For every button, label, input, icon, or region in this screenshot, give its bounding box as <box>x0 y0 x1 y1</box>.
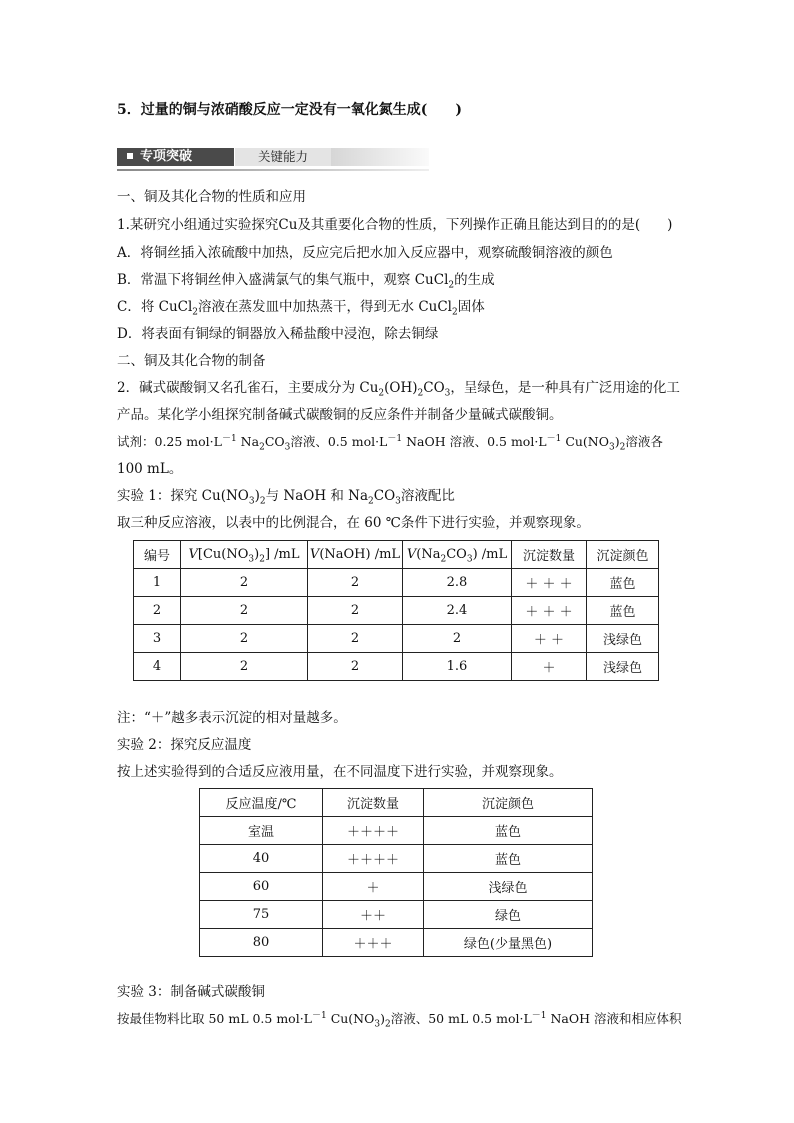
section-heading-1: 一、铜及其化合物的性质和应用 <box>117 189 306 205</box>
table-cell: 绿色(少量黑色) <box>424 929 593 957</box>
table-cell: 2 <box>181 569 308 597</box>
table-cell: 3 <box>134 625 181 653</box>
table-cell: ＋＋＋ <box>323 929 424 957</box>
table-row <box>200 901 593 929</box>
banner-main <box>117 148 234 166</box>
table-cell: 2 <box>403 625 512 653</box>
table-cell: 4 <box>134 653 181 681</box>
table-row <box>200 929 593 957</box>
table-cell: 2.8 <box>403 569 512 597</box>
col-header: $V(Na_2CO_3)$ /mL <box>403 541 512 569</box>
table-row <box>200 873 593 901</box>
table-cell: ＋ <box>323 873 424 901</box>
ratio-table <box>133 540 659 681</box>
table-cell: 室温 <box>200 817 323 845</box>
reagents-line-2: 100 mL。 <box>117 461 183 477</box>
table-row <box>200 817 593 845</box>
col-header: 沉淀颜色 <box>587 541 659 569</box>
table-cell: ＋ ＋ ＋ <box>512 569 587 597</box>
table-cell: 2 <box>181 625 308 653</box>
experiment-2-desc: 按上述实验得到的合适反应液用量，在不同温度下进行实验，并观察现象。 <box>117 764 563 780</box>
table-cell: ＋ ＋ <box>512 625 587 653</box>
temperature-table <box>199 788 593 957</box>
table-cell: 1 <box>134 569 181 597</box>
table-cell: ＋＋ <box>323 901 424 929</box>
section-banner <box>117 145 429 171</box>
table-cell: 75 <box>200 901 323 929</box>
col-header: V(NaOH) /mL <box>308 541 403 569</box>
table-cell: 浅绿色 <box>587 653 659 681</box>
option-d: D．将表面有铜绿的铜器放入稀盐酸中浸泡，除去铜绿 <box>117 326 439 342</box>
reagents-line-1: 试剂：0.25 $mol\cdot L^{-1}$ $Na_2CO_3$溶液、0.5 $mol\cdot L^{-1}$ NaOH 溶液、0.5 $mol\cdot L^{-1}$ $Cu(NO_3)_2$溶液各 <box>117 433 663 453</box>
table-cell: 2 <box>308 625 403 653</box>
table-cell: ＋＋＋＋ <box>323 845 424 873</box>
table-note: 注：“＋”越多表示沉淀的相对量越多。 <box>117 710 347 726</box>
question-5: 5．过量的铜与浓硝酸反应一定没有一氧化氮生成( ) <box>117 102 462 118</box>
table-cell: 2 <box>181 597 308 625</box>
table-cell: ＋ <box>512 653 587 681</box>
table-cell: 40 <box>200 845 323 873</box>
table-row <box>200 845 593 873</box>
table-cell: 蓝色 <box>587 569 659 597</box>
experiment-1-desc: 取三种反应溶液，以表中的比例混合，在 60 ℃条件下进行实验，并观察现象。 <box>117 515 590 531</box>
table-cell: 60 <box>200 873 323 901</box>
banner-fade <box>331 148 429 166</box>
table-cell: 蓝色 <box>424 817 593 845</box>
question-2-line-2: 产品。某化学小组探究制备碱式碳酸铜的反应条件并制备少量碱式碳酸铜。 <box>117 407 563 423</box>
table-header-row <box>200 789 593 817</box>
col-header: $V[Cu(NO_3)_2]$ /mL <box>181 541 308 569</box>
table-cell: 蓝色 <box>587 597 659 625</box>
table-header-row <box>134 541 659 569</box>
experiment-3-title: 实验 3：制备碱式碳酸铜 <box>117 984 265 1000</box>
table-cell: ＋＋＋＋ <box>323 817 424 845</box>
table-cell: 2 <box>308 597 403 625</box>
table-cell: 2 <box>134 597 181 625</box>
table-row <box>134 625 659 653</box>
table-cell: 2 <box>308 653 403 681</box>
question-1-stem: 1.某研究小组通过实验探究Cu及其重要化合物的性质，下列操作正确且能达到目的的是( ) <box>117 217 673 233</box>
table-row <box>134 653 659 681</box>
table-cell: 2 <box>308 569 403 597</box>
table-cell: 浅绿色 <box>424 873 593 901</box>
experiment-2-title: 实验 2：探究反应温度 <box>117 737 252 753</box>
question-2-line-1: 2．碱式碳酸铜又名孔雀石，主要成分为 $Cu_2(OH)_2CO_3$，呈绿色，是一种具有广泛用途的化工 <box>117 380 680 399</box>
table-cell: 1.6 <box>403 653 512 681</box>
banner-rule <box>117 169 429 171</box>
banner-sub: 关键能力 <box>235 148 331 166</box>
section-heading-2: 二、铜及其化合物的制备 <box>117 353 266 369</box>
table-row <box>134 597 659 625</box>
experiment-1-title: 实验 1：探究 $Cu(NO_3)_2$与 NaOH 和 $Na_2CO_3$溶液配比 <box>117 488 455 507</box>
option-b: B．常温下将铜丝伸入盛满氯气的集气瓶中，观察 CuCl$_2$的生成 <box>117 272 495 291</box>
experiment-3-desc: 按最佳物料比取 50 mL 0.5 $mol\cdot L^{-1}$ $Cu(NO_3)_2$溶液、50 mL 0.5 $mol\cdot L^{-1}$ NaOH 溶液和相应体积 <box>117 1010 682 1030</box>
table-cell: 绿色 <box>424 901 593 929</box>
col-header: 编号 <box>134 541 181 569</box>
col-header: 沉淀数量 <box>323 789 424 817</box>
table-cell: 浅绿色 <box>587 625 659 653</box>
col-header: 沉淀颜色 <box>424 789 593 817</box>
table-cell: 80 <box>200 929 323 957</box>
table-row <box>134 569 659 597</box>
option-c: C．将 CuCl$_2$溶液在蒸发皿中加热蒸干，得到无水 CuCl$_2$固体 <box>117 299 485 318</box>
table-cell: 2.4 <box>403 597 512 625</box>
col-header: 反应温度/℃ <box>200 789 323 817</box>
option-a: A．将铜丝插入浓硫酸中加热，反应完后把水加入反应器中，观察硫酸铜溶液的颜色 <box>117 245 613 261</box>
banner-main-label: 专项突破 <box>140 149 193 164</box>
table-cell: 蓝色 <box>424 845 593 873</box>
table-cell: 2 <box>181 653 308 681</box>
col-header: 沉淀数量 <box>512 541 587 569</box>
square-bullet-icon <box>127 153 133 159</box>
table-cell: ＋ ＋ ＋ <box>512 597 587 625</box>
